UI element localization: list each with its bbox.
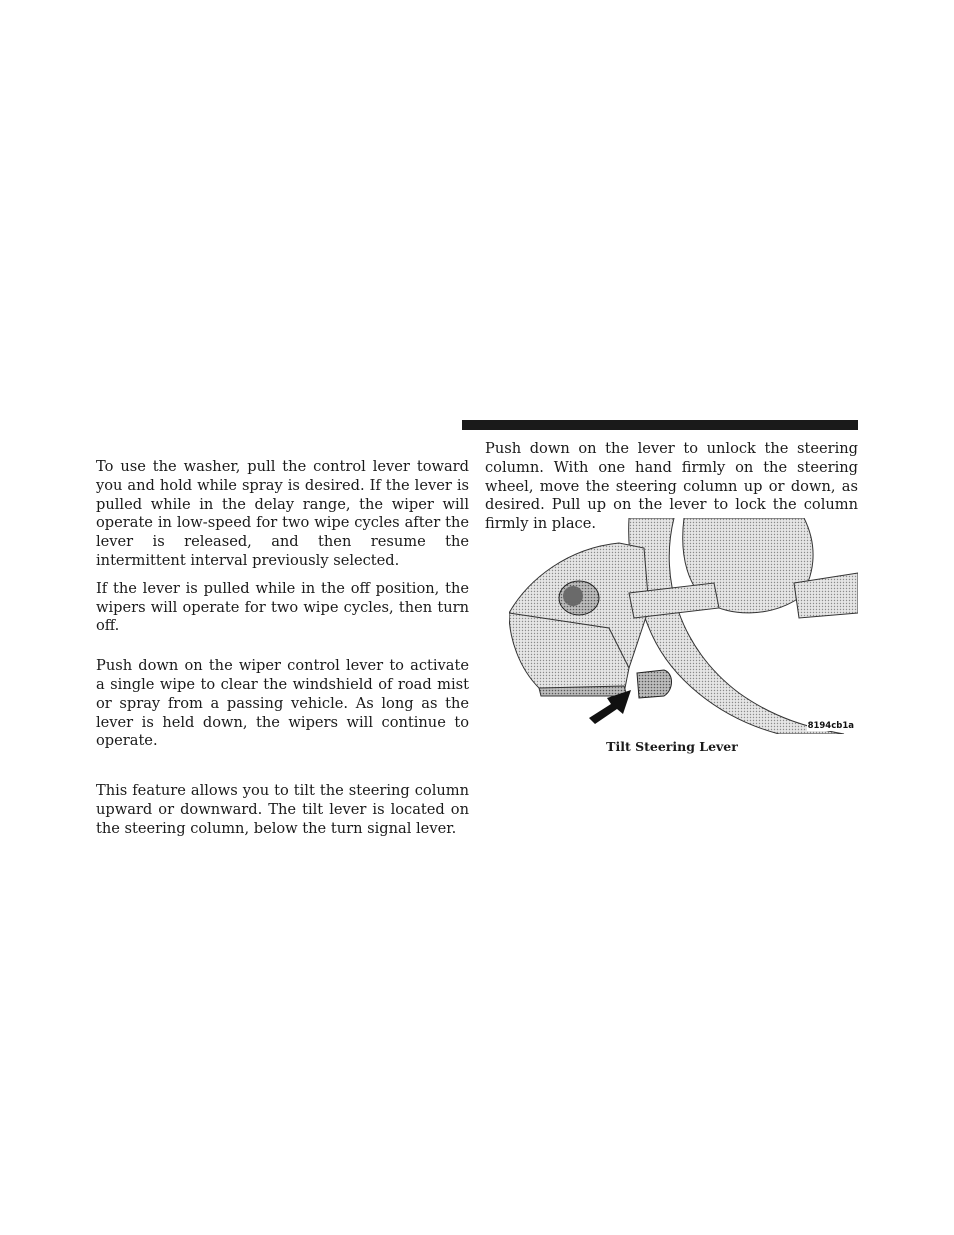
off-position-paragraph: If the lever is pulled while in the off position, the wipers will operate for two wipe cycles, then turn off. (96, 579, 469, 635)
washer-paragraph: To use the washer, pull the control lever toward you and hold while spray is desired. If the lever is pulled while in the delay range, the wiper will operate in low-speed for two wipe cycles after the lever is released, and then resume the intermittent interval previously selected. (96, 458, 469, 569)
figure-caption: Tilt Steering Lever (606, 739, 738, 754)
mist-paragraph: Push down on the wiper control lever to activate a single wipe to clear the windshield of road mist or spray from a passing vehicle. As long as the lever is held down, the wipers will continue to operate. (96, 657, 469, 750)
tilt-instructions-paragraph: Push down on the lever to unlock the steering column. With one hand firmly on the steering wheel, move the steering column up or down, as desired. Pull up on the lever to lock the column firmly in place. (485, 440, 858, 533)
left-column (96, 458, 469, 839)
tilt-intro-paragraph: This feature allows you to tilt the steering column upward or downward. The tilt lever is located on the steering column, below the turn signal lever. (96, 782, 469, 837)
figure-id: 8194cb1a (807, 721, 854, 731)
tilt-steering-lever-illustration (509, 518, 858, 734)
section-header-bar (462, 420, 858, 430)
